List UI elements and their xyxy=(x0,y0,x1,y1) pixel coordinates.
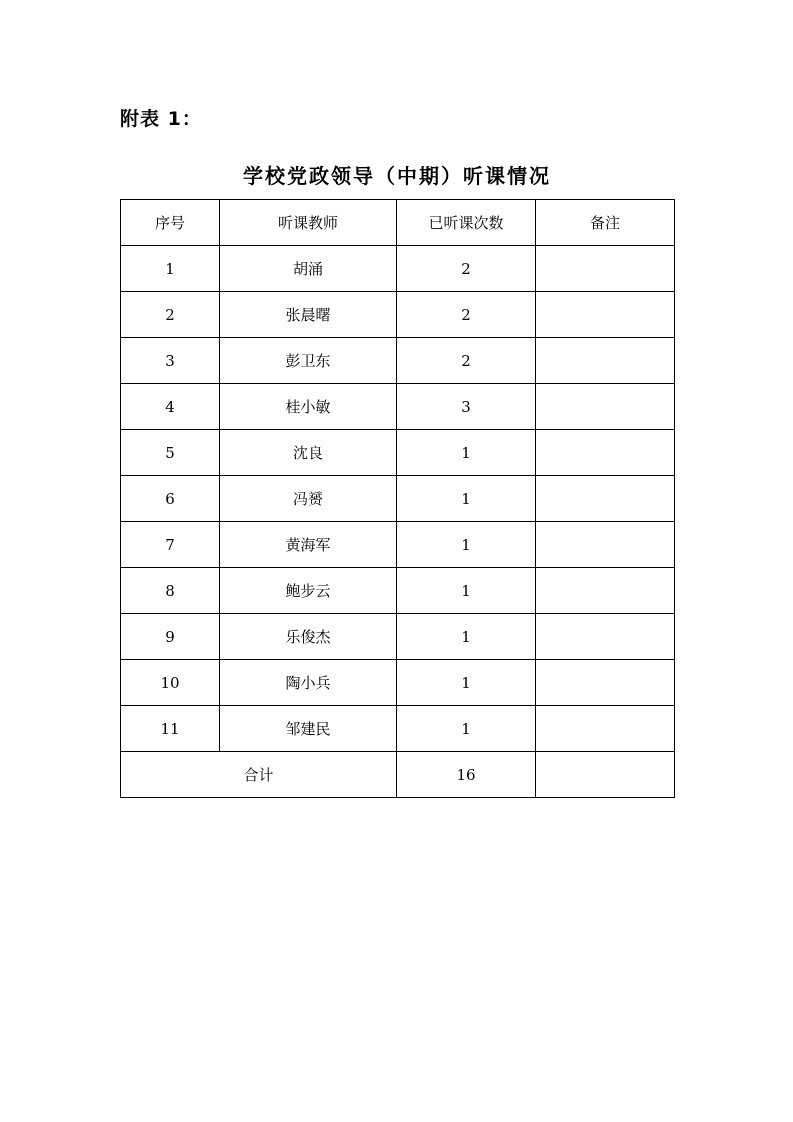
cell-teacher: 彭卫东 xyxy=(220,338,397,384)
cell-seq: 9 xyxy=(121,614,220,660)
table-row xyxy=(121,660,675,706)
cell-note xyxy=(536,292,675,338)
cell-note xyxy=(536,384,675,430)
cell-seq: 7 xyxy=(121,522,220,568)
table-row xyxy=(121,476,675,522)
cell-count: 2 xyxy=(397,246,536,292)
document-title: 学校党政领导（中期）听课情况 xyxy=(243,164,551,188)
cell-seq: 5 xyxy=(121,430,220,476)
total-count: 16 xyxy=(397,752,536,798)
cell-teacher: 乐俊杰 xyxy=(220,614,397,660)
cell-teacher: 鲍步云 xyxy=(220,568,397,614)
cell-count: 1 xyxy=(397,430,536,476)
cell-teacher: 沈良 xyxy=(220,430,397,476)
cell-count: 1 xyxy=(397,476,536,522)
attendance-table xyxy=(120,199,675,798)
table-row xyxy=(121,706,675,752)
cell-count: 1 xyxy=(397,706,536,752)
table-row xyxy=(121,430,675,476)
cell-note xyxy=(536,430,675,476)
appendix-label: 附表 1： xyxy=(120,108,202,130)
header-row xyxy=(121,200,675,246)
cell-count: 1 xyxy=(397,660,536,706)
cell-note xyxy=(536,614,675,660)
cell-note xyxy=(536,476,675,522)
cell-seq: 3 xyxy=(121,338,220,384)
cell-count: 1 xyxy=(397,614,536,660)
cell-count: 2 xyxy=(397,338,536,384)
table-row xyxy=(121,614,675,660)
cell-count: 1 xyxy=(397,522,536,568)
header-count: 已听课次数 xyxy=(397,200,536,246)
total-row xyxy=(121,752,675,798)
table-row xyxy=(121,384,675,430)
cell-seq: 6 xyxy=(121,476,220,522)
cell-note xyxy=(536,706,675,752)
cell-teacher: 陶小兵 xyxy=(220,660,397,706)
cell-teacher: 冯赟 xyxy=(220,476,397,522)
cell-teacher: 桂小敏 xyxy=(220,384,397,430)
table-row xyxy=(121,338,675,384)
cell-note xyxy=(536,522,675,568)
total-label: 合计 xyxy=(121,752,397,798)
table-row xyxy=(121,292,675,338)
cell-teacher: 胡涌 xyxy=(220,246,397,292)
table-row xyxy=(121,246,675,292)
cell-note xyxy=(536,660,675,706)
cell-seq: 10 xyxy=(121,660,220,706)
table-body xyxy=(121,246,675,798)
cell-note xyxy=(536,568,675,614)
header-teacher: 听课教师 xyxy=(220,200,397,246)
cell-note xyxy=(536,246,675,292)
cell-count: 2 xyxy=(397,292,536,338)
table-header xyxy=(121,200,675,246)
table-row xyxy=(121,522,675,568)
cell-seq: 8 xyxy=(121,568,220,614)
header-seq: 序号 xyxy=(121,200,220,246)
cell-teacher: 张晨曙 xyxy=(220,292,397,338)
cell-count: 3 xyxy=(397,384,536,430)
cell-note xyxy=(536,338,675,384)
header-note: 备注 xyxy=(536,200,675,246)
cell-seq: 2 xyxy=(121,292,220,338)
cell-teacher: 邹建民 xyxy=(220,706,397,752)
cell-count: 1 xyxy=(397,568,536,614)
cell-seq: 1 xyxy=(121,246,220,292)
total-note xyxy=(536,752,675,798)
cell-seq: 4 xyxy=(121,384,220,430)
table-row xyxy=(121,568,675,614)
cell-teacher: 黄海军 xyxy=(220,522,397,568)
cell-seq: 11 xyxy=(121,706,220,752)
